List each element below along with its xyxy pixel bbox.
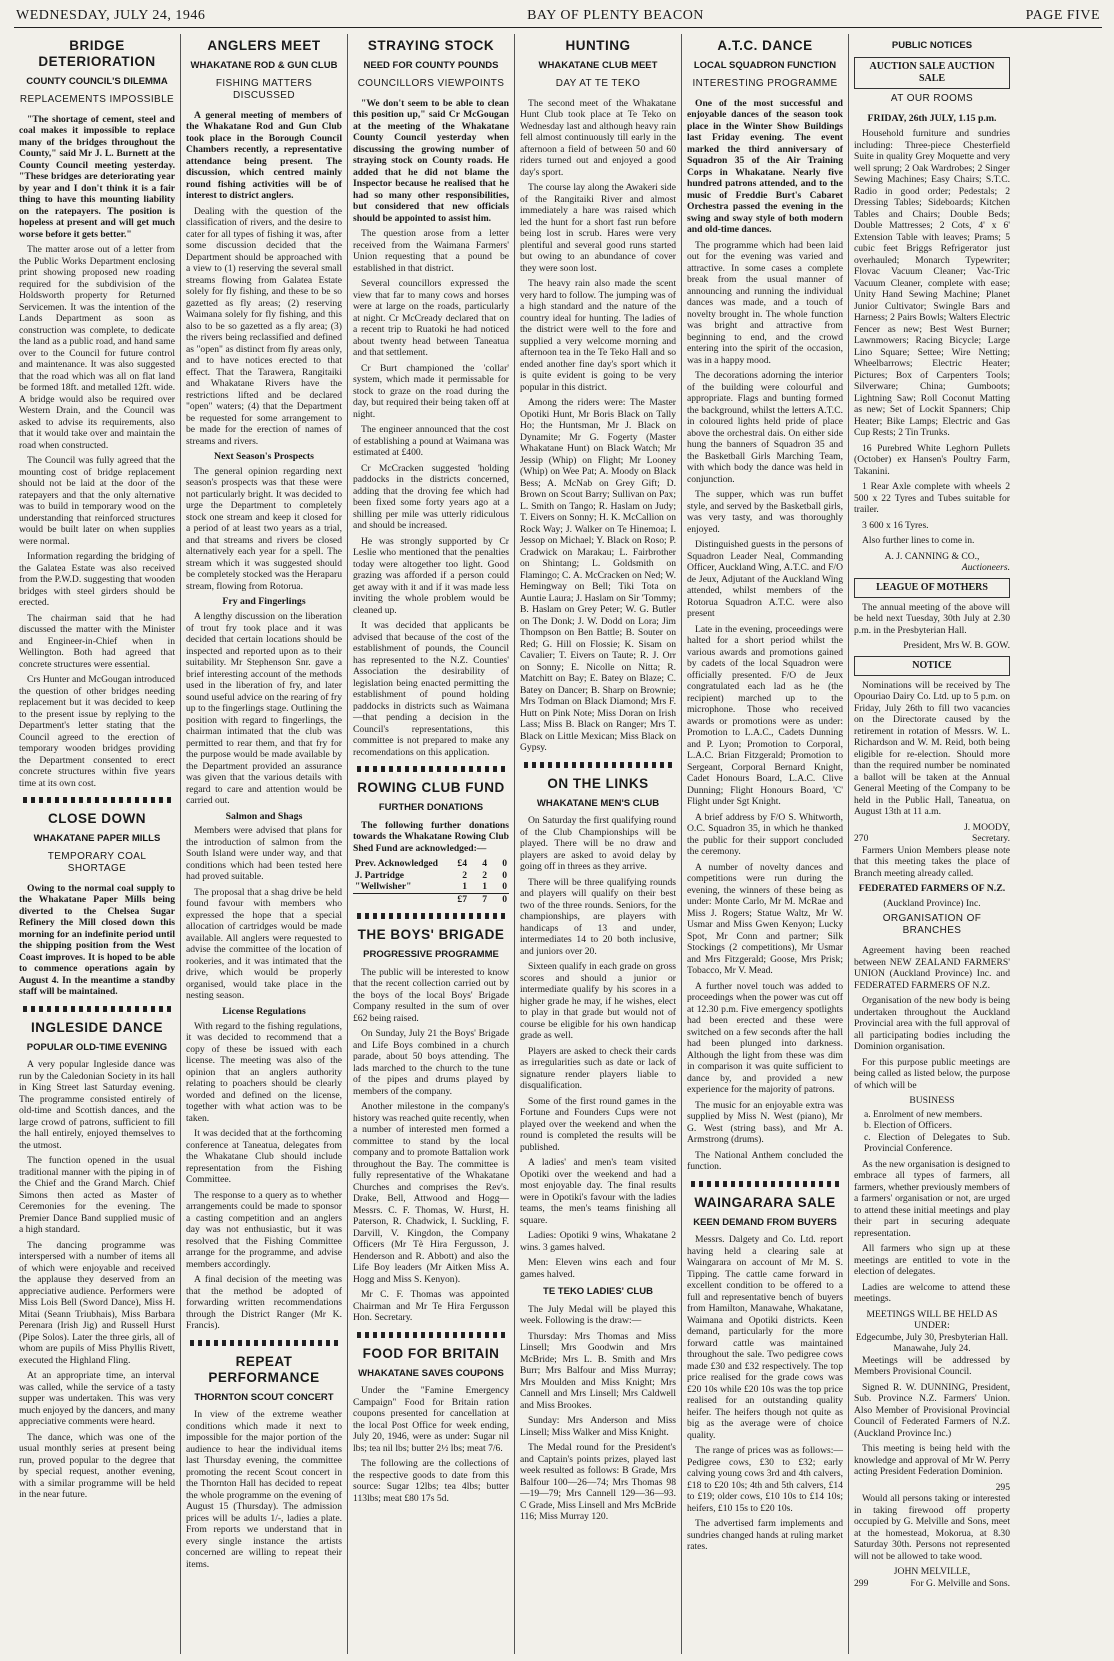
paragraph: Some of the first round games in the Fortune and Founders Cups were not played over the weekend and when the round is completed the results will be published. — [520, 1095, 676, 1153]
table-row — [353, 870, 509, 882]
total-pence: 0 — [489, 893, 509, 905]
paragraph: A general meeting of members of the Whakatane Rod and Gun Club took place in the Borough Council Chambers recently, a representative attendance being present. The discussion, which centred mainly round fishing activities will be of interest to district anglers. — [186, 109, 342, 202]
article-deck: REPLACEMENTS IMPOSSIBLE — [19, 93, 175, 105]
article-subhead: WHAKATANE PAPER MILLS — [33, 833, 161, 845]
total-shillings: 7 — [469, 893, 489, 905]
section-subhead: Fry and Fingerlings — [222, 596, 306, 608]
signature-title: Secretary. — [972, 833, 1010, 845]
paragraph: The July Medal will be played this week. Following is the draw:— — [520, 1303, 676, 1327]
paragraph: All farmers who sign up at these meetings are entitled to vote in the election of delegates. — [854, 1243, 1010, 1278]
article-headline: INGLESIDE DANCE — [30, 1019, 163, 1035]
pounds: £4 — [457, 858, 467, 870]
paragraph: Among the riders were: The Master Opotiki Hunt, Mr Boris Black on Tally Ho; the Huntsman, Mr J. Black on Dynamite; Mr G. Fogerty (Master Whakatane Hunt) on Black Watch; Mr Jessip (Whip) on Flight; Mr Looney (Whip) on Wee Pat; A. Moody on Black Bess; A. McNab on Grey Gift; D. Brown on Scout Barry; Sullivan on Pax; L. Smith on Tango; R. Haslam on Judy; T. Eivers on Sonny; H. K. McCallion on Rock Way; J. Walker on Te Hinemoa; I. Jessop on Michael; Y. Black on Roso; P. Cradwick on Marakau; L. Fairbrother on Shintang; L. Goldsmith on Flamingo; C. A. McCracken on Ned; W. Hemingway on Bell; Tiki Tota on Auntie Laura; J. Haslam on Sir 'Tommy; B. Haslam on Grey Peter; W. G. Butler on The Donk; J. W. Dodd on Lora; Jim Thompson on Ben Battle; B. Souter on Red; G. Hill on Flossie; K. Sisam on Cavalier; T. Eivers on Taute; R. J. Orr on Sonny; E. Nicolle on Nitta; R. Matchitt on Bay; E. Batey on Blaze; C. Batey on Dancer; B. Sharp on Brownie; Mrs Todman on Black Diamond; Mrs F. Hutt on Pink Note; Miss Doran on Irish Lass; Miss B. Black on Ranger; Mrs T. Black on Little Mexican; Miss Black on Gypsy. — [520, 397, 676, 754]
paragraph: The programme which had been laid out for the evening was varied and attractive. In some cases a complete break from the usual manner of announcing and running the individual dances was made, and a touch of novelty brought in. The whole function was bright and attractive from beginning to end, and the crowd entering into the spirit of the occasion, was in a happy mood. — [687, 239, 843, 366]
signature: President, Mrs W. B. GOW. — [903, 640, 1010, 652]
article-deck: INTERESTING PROGRAMME — [692, 77, 838, 89]
paragraph: Sunday: Mrs Anderson and Miss Linsell; Miss Walker and Miss Knight. — [520, 1415, 676, 1438]
ad-footer — [854, 1578, 1010, 1590]
article-headline: STRAYING STOCK — [367, 38, 495, 53]
paragraph: Information regarding the bridging of the Galatea Estate was also received from the P.W.D. suggesting that wooden bridges with steel girders should be erected. — [19, 551, 175, 609]
paragraph: 16 Purebred White Leghorn Pullets (October) ex Hansen's Poultry Farm, Takanini. — [854, 442, 1010, 477]
article-headline: CLOSE DOWN — [48, 811, 146, 827]
paragraph: The range of prices was as follows:—Pedigree cows, £30 to £32; early calving young cows 3rd and 4th calvers, £18 to £20 10s; 4th and 5th calvers, £14 to £19; older cows, £10 10s to £14 10s; heifers, £10 15s to £20 10s. — [687, 1445, 843, 1514]
paragraph: The second meet of the Whakatane Hunt Club took place at Te Teko on Wednesday last and although heavy rain fell almost continuously till early in the afternoon a field of between 50 and 60 riders turned out and enjoyed a good day's sport. — [520, 97, 676, 178]
paragraph: For this purpose public meetings are being called as listed below, the purpose of which will be — [854, 1056, 1010, 1091]
article-subhead: TE TEKO LADIES' CLUB — [543, 1286, 653, 1298]
auction-location: AT OUR ROOMS — [890, 93, 974, 105]
column-2 — [181, 34, 348, 1654]
article-subhead: FURTHER DONATIONS — [378, 802, 484, 814]
paper-name: BAY OF PLENTY BEACON — [527, 8, 704, 23]
signature: A. J. CANNING & CO., — [884, 550, 980, 562]
paragraph: Ladies: Opotiki 9 wins, Whakatane 2 wins. 3 games halved. — [520, 1230, 676, 1253]
article-subhead: WHAKATANE ROD & GUN CLUB — [190, 60, 338, 72]
paragraph: He was strongly supported by Cr Leslie who mentioned that the penalties today were altogether too light. Good grazing was afforded if a person could get away with it and if it was made less inviting the whole problem would be cleaned up. — [353, 535, 509, 616]
business-list — [864, 1109, 1010, 1155]
notice-subheading: (Auckland Province) Inc. — [883, 897, 981, 909]
paragraph: A ladies' and men's team visited Opotiki over the weekend and had a most enjoyable day. The final results were in Opotiki's favour with the ladies teams, the men's teams finishing all square. — [520, 1157, 676, 1226]
paragraph: Members were advised that plans for the introduction of salmon from the South Island were under way, and that conditions which had been tested here had proved suitable. — [186, 825, 342, 883]
paragraph: On Saturday the first qualifying round of the Club Championships will be played. There will be no draw and players are asked to avoid delay by going off in threes as they arrive. — [520, 815, 676, 873]
section-subhead: Salmon and Shags — [225, 810, 303, 822]
issue-date: WEDNESDAY, JULY 24, 1946 — [16, 8, 206, 23]
paragraph: Mr C. F. Thomas was appointed Chairman and Mr Te Hira Fergusson Hon. Secretary. — [353, 1289, 509, 1324]
donor-name: J. Partridge — [355, 869, 405, 881]
paragraph: Messrs. Dalgety and Co. Ltd. report having held a clearing sale at Waingarara on account of Mr M. S. Tipping. The cattle came forward in excellent condition to be offered to a full and representative bench of buyers from Hamilton, Manawahe, Whakatane, Waimana and Opotiki districts. Keen demand, particularly for the more forward cattle was maintained throughout the sale. Two pedigree cows made £30 and £32 respectively. The top price realised for the grade cows was £20 10s while £20 10s was the top price realised for an outstanding quality heifer. The heifers though not quite as big as the average were of choice quality. — [687, 1234, 843, 1441]
paragraph: Cr McCracken suggested 'holding paddocks in the districts concerned, adding that the droving fee which had been fixed some forty years ago at a shilling per mile was utterly ridiculous and should be increased. — [353, 462, 509, 532]
paragraph: The response to a query as to whether arrangements could be made to sponsor a casting competition and an anglers day was not enthusiastic, but it was resolved that the Fishing Committee arrange for the programme, and advise members accordingly. — [186, 1189, 342, 1270]
article-subhead: KEEN DEMAND FROM BUYERS — [693, 1216, 837, 1228]
paragraph: Would all persons taking or interested in taking firewood off property occupied by G. Melville and Sons, meet at the homestead, Mokorua, at 8.30 Saturday 30th. Persons not represented will not be allowed to take wood. — [854, 1493, 1010, 1562]
signature-title: For G. Melville and Sons. — [910, 1577, 1010, 1589]
article-headline: FOOD FOR BRITAIN — [362, 1345, 500, 1361]
business-heading: BUSINESS — [909, 1095, 955, 1107]
paragraph: The music for an enjoyable extra was supplied by Miss N. West (piano), Mr G. West (string bass), and Mr A. Armstrong (drums). — [687, 1099, 843, 1146]
auction-banner: AUCTION SALE AUCTION SALE — [854, 57, 1010, 89]
article-subhead: WHAKATANE SAVES COUPONS — [358, 1367, 504, 1379]
auction-date: FRIDAY, 26th JULY, 1.15 p.m. — [867, 113, 997, 125]
section-divider — [357, 1332, 505, 1338]
article-headline: REPEAT PERFORMANCE — [208, 1353, 320, 1385]
paragraph: The heavy rain also made the scent very hard to follow. The jumping was of a high standard and the nature of the country ideal for hunting. The ladies of the district were well to the fore and supplied a very welcome morning and afternoon tea in the Te Teko Hall and so ended another fine day's sport which it is quite evident is going to be very popular in this district. — [520, 278, 676, 393]
section-divider — [357, 766, 505, 772]
paragraph: Owing to the normal coal supply to the Whakatane Paper Mills being diverted to the Chelsea Sugar Refinery the Mill closed down this morning for an indefinite period until the shipping position from the West Coast improves. It is hoped to be able to commence operations again by August 4. In the meantime a standby staff will be maintained. — [19, 882, 175, 998]
article-headline: HUNTING — [565, 38, 631, 53]
section-divider — [524, 762, 672, 768]
paragraph: A brief address by F/O S. Whitworth, O.C. Squadron 35, in which he thanked the public for their support concluded the ceremony. — [687, 811, 843, 858]
pence: 0 — [502, 869, 507, 881]
notices-heading: PUBLIC NOTICES — [891, 40, 973, 51]
paragraph: The function opened in the usual traditional manner with the piping in of the Chief and the Grand March. Chief Simons then acted as Master of Ceremonies for the evening. The Premier Dance Band supplied music of a high standard. — [19, 1155, 175, 1236]
article-deck: COUNCILLORS VIEWPOINTS — [357, 77, 505, 89]
article-headline: THE BOYS' BRIGADE — [357, 927, 505, 943]
paragraph: The course lay along the Awakeri side of the Rangitaiki River and almost immediately a hare was raised which led the hunt for a short fast run before being lost in scrub. Hares were very plentiful and several good runs started but owing to an abundance of cover they were soon lost. — [520, 182, 676, 274]
article-headline: ROWING CLUB FUND — [357, 780, 505, 796]
shillings: 1 — [482, 881, 487, 893]
paragraph: The National Anthem concluded the function. — [687, 1149, 843, 1173]
signature-title: Auctioneers. — [961, 562, 1010, 574]
paragraph: It was decided that applicants be advised that because of the cost of the establishment of pounds, the Council has represented to the N.Z. Counties' Association the desirability of legislation being enacted permitting the establishment of pound holding paddocks in districts such as Waimana—that pending a decision in the Council's representations, this committee is not prepared to make any recomendations on this application. — [353, 620, 509, 758]
notice-heading: NOTICE — [854, 656, 1010, 676]
paragraph: Under the "Famine Emergency Campaign" Food for Britain ration coupons presented for cancellation at the local Post Office for week ending, July 20, 1946, were as under: Sugar nil lbs; tea nil lbs; butter 2½ lbs; meat 7/6. — [353, 1385, 509, 1454]
paragraph: The following are the collections of the respective goods to date from this source: Sugar 12lbs; tea 4lbs; butter 113lbs; meat £80 17s 5d. — [353, 1458, 509, 1504]
article-subhead: COUNTY COUNCIL'S DILEMMA — [26, 76, 168, 88]
paragraph: "We don't seem to be able to clean this position up," said Cr McGougan at the meeting of the Whakatane County Council yesterday when discussing the growing number of straying stock on County roads. He added that he did not blame the Inspector because he realised that he had so many other responsibilities, but considered that new officials should be appointed to assist him. — [353, 97, 509, 224]
paragraph: Another milestone in the company's history was reached quite recently, when a number of interested men formed a committee to stand by the local company and to promote Battalion work throughout the Bay. The committee is fully representative of the Whakatane Churches and comprises the Rev's. Drake, Bell, Attwood and Hogg—Messrs. C. F. Thomas, W. Hurst, H. Paterson, R. Chadwick, I. Suckling, F. Darvill, V. Kingdon, the Company Officers (Mr Tè Hira Fergusson, J. Henderson and R. Abbott) and also the Life Boy leaders (Mr Aitken Miss A. Hogg and Miss S. Kenyon). — [353, 1101, 510, 1285]
paragraph: Crs Hunter and McGougan introduced the question of other bridges needing replacement but it was decided to keep to the present issue by replying to the Department's letter stating that the Council agreed to the erection of temporary wooden bridges providing the Department consented to erect concrete structures within five years time at its own cost. — [19, 674, 175, 789]
paragraph: A number of novelty dances and competitions were run during the evening, the winners of these being as under: Monte Carlo, Mr M. McRae and Miss J. Rogers; Statue Waltz, Mr W. Usmar and Miss Gwen Kenyon; Lucky Spot, Mr Conn and partner; Silk Stockings (2 competitions), Mr Usmar and Mrs Fitzgerald; Goose, Mrs Prisk; Tobacco, Mr V. Mead. — [687, 861, 843, 977]
table-row — [353, 881, 509, 893]
section-divider — [23, 1006, 171, 1012]
paragraph: The matter arose out of a letter from the Public Works Department enclosing print showing proposed new roading required for the subdivision of the Holdsworth property for Returned Servicemen. It was the intention of the Lands Department as soon as construction was complete, to dedicate the land as a public road, and hand same over to the Council for future control and maintenance. It was also suggested that the road which was all on flat land be formed 18ft. and metalled 12ft. wide. A bridge would also be required over Western Drain, and the Council was asked to advise its requirements, also that it would take over and maintain the road when constructed. — [19, 244, 175, 451]
paragraph: Agreement having been reached between NEW ZEALAND FARMERS' UNION (Auckland Province) Inc. and FEDERATED FARMERS OF N.Z. — [854, 945, 1010, 991]
list-item: a. Enrolment of new members. — [864, 1108, 983, 1120]
paragraph: The public will be interested to know that the recent collection carried out by the boys of the local Boys' Brigade Company resulted in the sum of over £62 being raised. — [353, 966, 509, 1024]
ad-footer — [854, 833, 1010, 845]
section-subhead: License Regulations — [222, 1005, 306, 1017]
paragraph: The question arose from a letter received from the Waimana Farmers' Union requesting that a pound be established in that district. — [353, 228, 509, 274]
paragraph: Cr Burt championed the 'collar' system, which made it permissable for stock to graze on the road during the day, but required their being taken off at night. — [353, 362, 509, 420]
donor-name: Prev. Acknowledged — [355, 858, 438, 870]
paragraph: Men: Eleven wins each and four games halved. — [520, 1257, 676, 1280]
paragraph: Thursday: Mrs Thomas and Miss Linsell; Mrs Goodwin and Mrs McBride; Mrs L. B. Smith and Mrs Burr; Mrs Balfour and Miss Murray; Mrs Moulden and Miss Knight; Mrs Cannell and Mrs Linsell; Mrs Caldwell and Miss Brookes. — [520, 1330, 676, 1411]
article-deck: FISHING MATTERS DISCUSSED — [215, 77, 313, 101]
article-deck: TEMPORARY COAL SHORTAGE — [47, 850, 147, 874]
paragraph: Meetings will be addressed by Members Provisional Council. — [854, 1354, 1010, 1378]
meeting-item: Edgecumbe, July 30, Presbyterian Hall. — [855, 1331, 1009, 1343]
paragraph: The chairman said that he had discussed the matter with the Minister and Engineer-in-Chief when in Wellington. Both had agreed that concrete structures were essential. — [19, 612, 175, 670]
paragraph: A very popular Ingleside dance was run by the Caledonian Society in its hall in King Street last Saturday evening. The programme consisted entirely of old-time and Scottish dances, and the large crowd of patrons, sufficient to fill the hall entirely, enjoyed themselves to the utmost. — [19, 1059, 175, 1151]
paragraph: Signed R. W. DUNNING, President, Sub. Province N.Z. Farmers' Union. Also Member of Provisional Provincial Council of Federated Farmers of N.Z. (Auckland Province Inc.) — [854, 1381, 1010, 1439]
article-headline: ANGLERS MEET — [207, 38, 321, 53]
article-subhead: POPULAR OLD-TIME EVENING — [26, 1042, 168, 1054]
ad-number: 270 — [854, 833, 869, 845]
article-subhead: LOCAL SQUADRON FUNCTION — [693, 60, 837, 72]
paragraph: One of the most successful and enjoyable dances of the season took place in the Winter Show Buildings last Friday evening. The event marked the third anniversary of Squadron 35 of the Air Training Corps in Whakatane. Nearly five hundred patrons attended, and to the music of Freddie Burt's Cabaret Orchestra passed the evening in the swing and sway style of both modern and old-time dances. — [687, 97, 843, 236]
table-row — [353, 858, 509, 870]
total-pounds: £7 — [449, 893, 469, 905]
columns — [14, 34, 1102, 1654]
article-headline: A.T.C. DANCE — [717, 38, 813, 53]
article-headline: ON THE LINKS — [547, 775, 649, 791]
section-divider — [691, 1181, 839, 1187]
article-subhead: WHAKATANE CLUB MEET — [538, 60, 658, 72]
paragraph: In view of the extreme weather conditions which made it next to impossible for the major portion of the audience to hear the individual items last Thursday evening, the committee promoting the recent Scout concert in the Thornton Hall has decided to repeat the whole programme on the evening of August 15 (Thursday). The admission prices will be adults 1/-, ladies a plate. From reports we understand that in every single instance the artists concerned are willing to repeat their items. — [186, 1409, 342, 1570]
donations-table — [353, 858, 509, 905]
paragraph: On Sunday, July 21 the Boys' Brigade and Life Boys combined in a church parade, about 50 boys attending. The lads marched to the church to the tune of the pipes and drums played by members of the company. — [353, 1028, 509, 1097]
article-subhead: NEED FOR COUNTY POUNDS — [363, 60, 499, 72]
article-deck: DAY AT TE TEKO — [555, 77, 641, 89]
article-subhead: WHAKATANE MEN'S CLUB — [536, 797, 660, 809]
paragraph: The engineer announced that the cost of establishing a pound at Waimana was estimated at £400. — [353, 424, 509, 459]
paragraph: At an appropriate time, an interval was called, while the service of a tasty supper was undertaken. This was very much enjoyed by the dancers, and many appreciative comments were heard. — [19, 1370, 175, 1428]
pounds: 2 — [462, 869, 467, 881]
paragraph: 3 600 x 16 Tyres. — [862, 519, 929, 531]
pence: 0 — [502, 858, 507, 870]
paragraph: Ladies are welcome to attend these meetings. — [854, 1281, 1010, 1305]
list-item: c. Election of Delegates to Sub. Provincial Conference. — [864, 1131, 1010, 1155]
paragraph: Nominations will be received by The Opouriao Dairy Co. Ltd. up to 5 p.m. on Friday, July 26th to fill two vacancies on the Directorate caused by the retirement in rotation of Messrs. W. L. Richardson and W. M. Reid, both being eligible for re-election. Should more than the required number be nominated a ballot will be taken at the Annual General Meeting of the Company to be held in the Public Hall, Taneatua, on August 13th at 11 a.m. — [854, 679, 1010, 818]
masthead — [14, 6, 1102, 28]
paragraph: As the new organisation is designed to embrace all types of farmers, all farmers, whether previously members of a farmers' organisation or not, are urged to attend these initial meetings and play their part in securing adequate representation. — [854, 1158, 1010, 1239]
paragraph: A lengthy discussion on the liberation of trout fry took place and it was decided that certain locations should be inspected and reported upon as to their suitability. Mr Stephenson Snr. gave a brief interesting account of the methods used in the liberation of fry, and later sound useful advice on the rearing of fry up to the fingerlings stage. Outlining the position with regard to fingerlings, the chairman intimated that the club was permitted to rear them, and that fry for the purpose would be made available by the Department provided an assurance was given that the various details with regard to care and attention would be carried out. — [186, 611, 342, 807]
notice-heading: LEAGUE OF MOTHERS — [854, 578, 1010, 598]
paragraph: Late in the evening, proceedings were halted for a short period whilst the various awards and promotions gained by cadets of the local Squadron were officially presented. F/O de Jeux congratulated each lad as he (the recipient) marched up to the microphone. Those who received awards or promotions were as under: Promotion to L.A.C., Cadets Dunning and P. Lyon; Promotion to Corporal, L.A.C. Brian Fitzgerald; Promotion to Sergeant, Corporal Bernard Knight, Cadet Honours Board, L.A.C. Clive Dunning; Flight Honours Board, 'C' Flight under Sgt Knight. — [687, 623, 843, 808]
donor-name: "Wellwisher" — [355, 881, 412, 893]
section-subhead: Next Season's Prospects — [214, 451, 314, 463]
ad-number: 299 — [854, 1577, 869, 1589]
ad-number: 295 — [995, 1481, 1010, 1493]
notice-heading: FEDERATED FARMERS OF N.Z. — [858, 883, 1006, 895]
paragraph: The general opinion regarding next season's prospects was that these were not particularly bright. It was decided to urge the Department to completely stock one stream and keep it closed for a period of at least two years as a trial, and that streams and rivers be closed alternatively each year for a spell. The stream which it was suggested should be completely stocked was the Heraparu stream, flowing from Rotorua. — [186, 465, 342, 592]
notice-subheading: ORGANISATION OF BRANCHES — [882, 913, 982, 937]
paragraph: A further novel touch was added to proceedings when the power was cut off at 12.30 p.m. Five emergency spotlights had been erected and these were switched on a few seconds after the hall had been plunged into darkness. Although the light from these was dim in comparison it was quite sufficient to dance by, and provided a new experience for the majority of patrons. — [687, 980, 843, 1096]
pounds: 1 — [462, 881, 467, 893]
signature: JOHN MELVILLE, — [893, 1566, 971, 1578]
section-divider — [23, 797, 171, 803]
meeting-item: Manawahe, July 24. — [893, 1343, 971, 1355]
paragraph: This meeting is being held with the knowledge and approval of Mr W. Perry acting President Federation Dominion. — [854, 1443, 1010, 1478]
pence: 0 — [502, 881, 507, 893]
column-6 — [849, 34, 1015, 1654]
shillings: 4 — [482, 858, 487, 870]
column-3 — [348, 34, 515, 1654]
paragraph: The decorations adorning the interior of the building were colourful and appropriate. Flags and bunting formed the background, whilst the letters A.T.C. in coloured lights held pride of place above the orchestral dais. On either side hung the banners of Squadron 35 and the Basketball Girls Marching Team, with which body the dance was held in conjunction. — [687, 370, 843, 485]
shillings: 2 — [482, 869, 487, 881]
paragraph: The Medal round for the President's and Captain's points prizes, played last week resulted as follows: B Grade, Mrs Balfour 100—26—74; Mrs Thomas 98—19—79; Mrs Cannell 129—36—93. C Grade, Miss Linsell and Mrs McBride 116; Miss Murray 120. — [520, 1442, 676, 1523]
column-5 — [682, 34, 849, 1654]
paragraph: With regard to the fishing regulations, it was decided to recommend that a copy of these be issued with each license. The meeting was also of the opinion that an anglers authority relating to poachers should be clearly worded and defined on the license, together with what action was to be taken. — [186, 1020, 342, 1124]
paragraph: Sixteen qualify in each grade on gross scores and should a junior or intermediate qualify by his scores in a higher grade he may, if he wishes, elect to play in that grade but would not of course be eligible for his own handicap grade as well. — [520, 961, 676, 1042]
list-item: b. Election of Officers. — [864, 1120, 953, 1132]
paragraph: A final decision of the meeting was that the method be adopted of forwarding written recommendations through the District Ranger (Mr K. Francis). — [186, 1274, 342, 1332]
paragraph: Several councillors expressed the view that far to many cows and horses were at large on the roads, particularly at night. Cr McCready declared that on a recent trip to Ruatoki he had noticed about twenty head between Taneatua and that settlement. — [353, 278, 509, 359]
article-subhead: THORNTON SCOUT CONCERT — [194, 1391, 334, 1403]
paragraph: There will be three qualifying rounds and players will qualify on their best two of the three rounds. Seniors, for the championships, are players with handicaps of 13 and under, intermediates 14 to 20 both inclusive, and juniors over 20. — [520, 876, 676, 957]
column-4 — [515, 34, 682, 1654]
column-1 — [14, 34, 181, 1654]
article-headline: WAINGARARA SALE — [694, 1194, 836, 1210]
page-number: PAGE FIVE — [1025, 8, 1100, 23]
paragraph: 1 Rear Axle complete with wheels 2 500 x 22 Tyres and Tubes suitable for trailer. — [854, 481, 1010, 516]
paragraph: The following further donations towards the Whakatane Rowing Club Shed Fund are acknowledged:— — [353, 819, 509, 854]
paragraph: The dance, which was one of the usual monthly series at present being run, proved popular to the degree that by special request, another evening, with a similar programme will be held in the near future. — [19, 1431, 175, 1501]
total-row — [353, 893, 509, 905]
paragraph: The dancing programme was interspersed with a number of items all of which were enjoyable and received the applause they deserved from an appreciative audience. Performers were Miss Lois Bell (Sword Dance), Miss H. Mitai (Seann Triubhais), Miss Barbara Perenara (Irish Jig) and Russell Hurst (Pipe Solos). Later the three girls, all of whom are pupils of Miss Phyllis Rivett, executed the Highland Fling. — [19, 1239, 175, 1366]
paragraph: Players are asked to check their cards as irregularities such as date or lack of signature render players liable to disqualification. — [520, 1045, 676, 1092]
paragraph: The advertised farm implements and sundries changed hands at ruling market rates. — [687, 1518, 843, 1553]
paragraph: The annual meeting of the above will be held next Tuesday, 30th July at 2.30 p.m. in the Presbyterian Hall. — [854, 601, 1010, 636]
signature: J. MOODY, — [964, 821, 1010, 833]
article-headline: BRIDGE DETERIORATION — [38, 38, 156, 70]
paragraph: The proposal that a shag drive be held found favour with members who expressed the hope that a special allocation of cartridges would be made available. All anglers were requested to advise the committee of the location of rookeries, and it was intimated that the drive, which would be properly organised, would take place in the nesting season. — [186, 886, 342, 1002]
meetings-heading: MEETINGS WILL BE HELD AS UNDER: — [866, 1308, 998, 1332]
paragraph: Dealing with the question of the classification of rivers, and the desire to cater for all types of fishing it was, after some discussion decided that the Department should be approached with a view to (1) reserving the several small streams flowing from Galatea Estate solely for fly fishing, and these to be so gazetted as fly areas; (2) reserving Waimana solely for fly fishing, and this also to be so gazetted as a fly area; (3) the rivers being reclassified and defined as "open" as distinct from fly areas only, and to have notices erected to that effect. That the Tarawera, Rangitaiki and Whakatane Rivers have the restrictions lifted and be declared "open" waters; (4) that the Department be requested for some arrangement to be made for the erection of names of streams and rivers. — [186, 205, 342, 447]
paragraph: Household furniture and sundries including: Three-piece Chesterfield Suite in quality Grey Moquette and very well sprung; 2 Oak Wardrobes; 2 Singer Sewing Machines; Easy Chairs; S.T.C. Radio in good order; Pedestals; 2 Dressing Tables; Sideboards; Kitchen Tables and Chairs; Double Beds; Double Mattresses; 2 Cots, 4' x 6' Extension Table with leaves; Prams; 5 cubic feet Briggs Refrigerator just overhauled; Monarch Typewriter; Flovac Vacuum Cleaner; Vac-Tric Vacuum Cleaner, complete with ease; Unity Hand Sewing Machine; Planet Junior Cultivator; Swingle Bars and Harness; 2 Pairs Bowls; Walters Electric Fencer as new; Best West Burner; Lawnmowers; Racing Bicycle; Large Lino Square; Settee; Wire Netting; Wheelbarrows; Electric Heater; Pictures; Box of Carpenters Tools; Silverware; China; Gumboots; Lightning Saw; Roll Coconut Matting as new; Set of Lockit Spanners; Chip Heater; Bike Lamps; Electric and Gas Cup Rests; 2 Tin Trunks. — [854, 128, 1010, 439]
paragraph: It was decided that at the forthcoming conference at Taneatua, delegates from the Whakatane Club should include representation from the Fishing Committee. — [186, 1128, 342, 1186]
paragraph: Farmers Union Members please note that this meeting takes the place of Branch meeting already called. — [854, 844, 1010, 879]
article-subhead: PROGRESSIVE PROGRAMME — [363, 949, 499, 961]
paragraph: Distinguished guests in the persons of Squadron Leader Neal, Commanding Officer, Auckland Wing, A.T.C. and F/O de Jeux, Adjutant of the Auckland Wing attended, whilst members of the Rotorua Squadron A.T.C. were also present — [687, 539, 843, 620]
paragraph: Also further lines to come in. — [862, 535, 975, 547]
paragraph: "The shortage of cement, steel and coal makes it impossible to replace many of the bridges throughout the County," said Mr J. L. Burnett at the County Council meeting yesterday. "These bridges are deteriorating year by year and I don't think it is a fair thing to have this mounting liability on the ratepayers. The position is hopeless at present and will get much worse before it gets better." — [19, 113, 175, 240]
section-divider — [190, 1340, 338, 1346]
paragraph: The supper, which was run buffet style, and served by the Basketball girls, was very tasty, and was thoroughly enjoyed. — [687, 489, 843, 535]
paragraph: Organisation of the new body is being undertaken throughout the Auckland Provincial area with the full approval of all participating bodies including the Dominion organisation. — [854, 995, 1010, 1053]
paragraph: The Council was fully agreed that the mounting cost of bridge replacement should not be laid at the door of the ratepayers and that the only alternative was to build in temporary wood on the understanding that reinforced structures would be built later on when supplies were normal. — [19, 455, 175, 547]
section-divider — [357, 913, 505, 919]
